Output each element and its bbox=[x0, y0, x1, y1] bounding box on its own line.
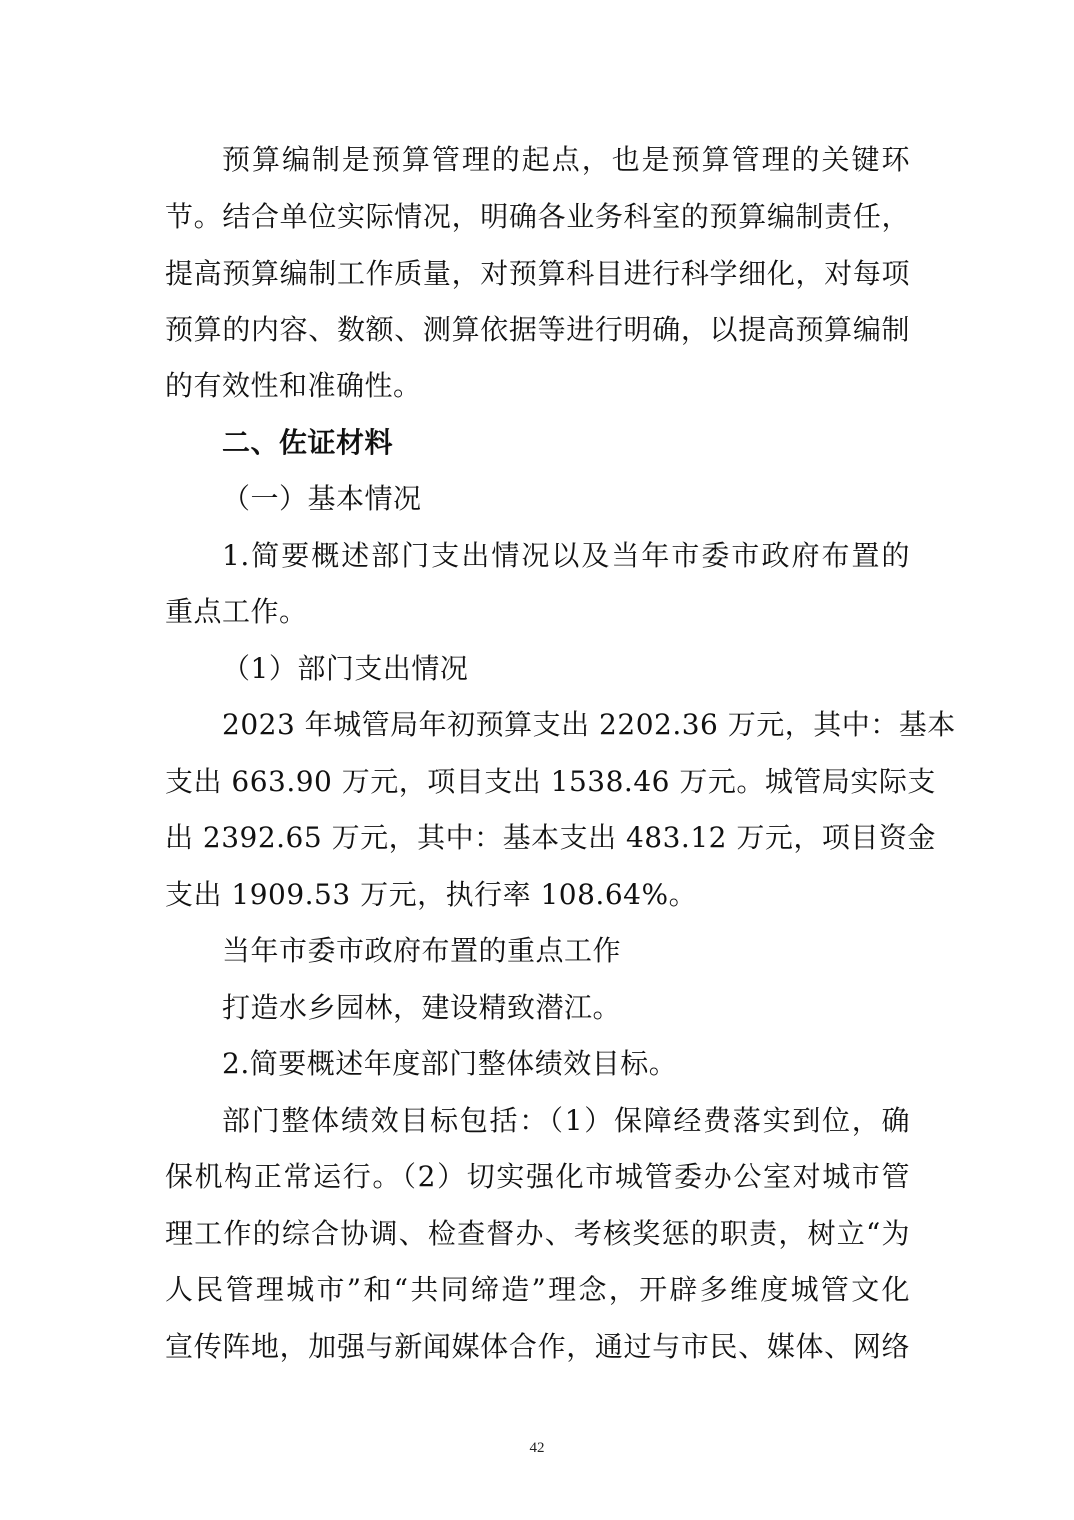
paragraph-line: 2.简要概述年度部门整体绩效目标。 bbox=[222, 1047, 678, 1080]
page-number: 42 bbox=[529, 1440, 545, 1456]
section-heading: 二、佐证材料 bbox=[222, 426, 394, 459]
paragraph-line: 支出 1909.53 万元，执行率 108.64%。 bbox=[165, 878, 698, 911]
paragraph-line: 理工作的综合协调、检查督办、考核奖惩的职责，树立“为 bbox=[165, 1217, 910, 1250]
paragraph-line: 重点工作。 bbox=[165, 595, 308, 628]
paragraph-line: 1.简要概述部门支出情况以及当年市委市政府布置的 bbox=[222, 539, 910, 572]
paragraph-line: 打造水乡园林，建设精致潜江。 bbox=[222, 991, 622, 1024]
sub-item-heading: （1）部门支出情况 bbox=[222, 652, 469, 685]
paragraph-line: 2023 年城管局年初预算支出 2202.36 万元，其中：基本 bbox=[222, 708, 956, 741]
paragraph-line: 宣传阵地，加强与新闻媒体合作，通过与市民、媒体、网络 bbox=[165, 1330, 910, 1363]
paragraph-line: 支出 663.90 万元，项目支出 1538.46 万元。城管局实际支 bbox=[165, 765, 936, 798]
paragraph-line: 预算的内容、数额、测算依据等进行明确，以提高预算编制 bbox=[165, 313, 910, 346]
paragraph-line: 当年市委市政府布置的重点工作 bbox=[222, 934, 622, 967]
subsection-heading: （一）基本情况 bbox=[222, 482, 422, 515]
paragraph-line: 出 2392.65 万元，其中：基本支出 483.12 万元，项目资金 bbox=[165, 821, 936, 854]
paragraph-line: 节。结合单位实际情况，明确各业务科室的预算编制责任， bbox=[165, 200, 910, 233]
paragraph-line: 的有效性和准确性。 bbox=[165, 369, 422, 402]
paragraph-line: 部门整体绩效目标包括：（1）保障经费落实到位，确 bbox=[222, 1104, 910, 1137]
paragraph-line: 人民管理城市”和“共同缔造”理念，开辟多维度城管文化 bbox=[165, 1273, 910, 1306]
paragraph-line: 保机构正常运行。（2）切实强化市城管委办公室对城市管 bbox=[165, 1160, 910, 1193]
paragraph-line: 预算编制是预算管理的起点，也是预算管理的关键环 bbox=[222, 143, 910, 176]
paragraph-line: 提高预算编制工作质量，对预算科目进行科学细化，对每项 bbox=[165, 257, 910, 290]
